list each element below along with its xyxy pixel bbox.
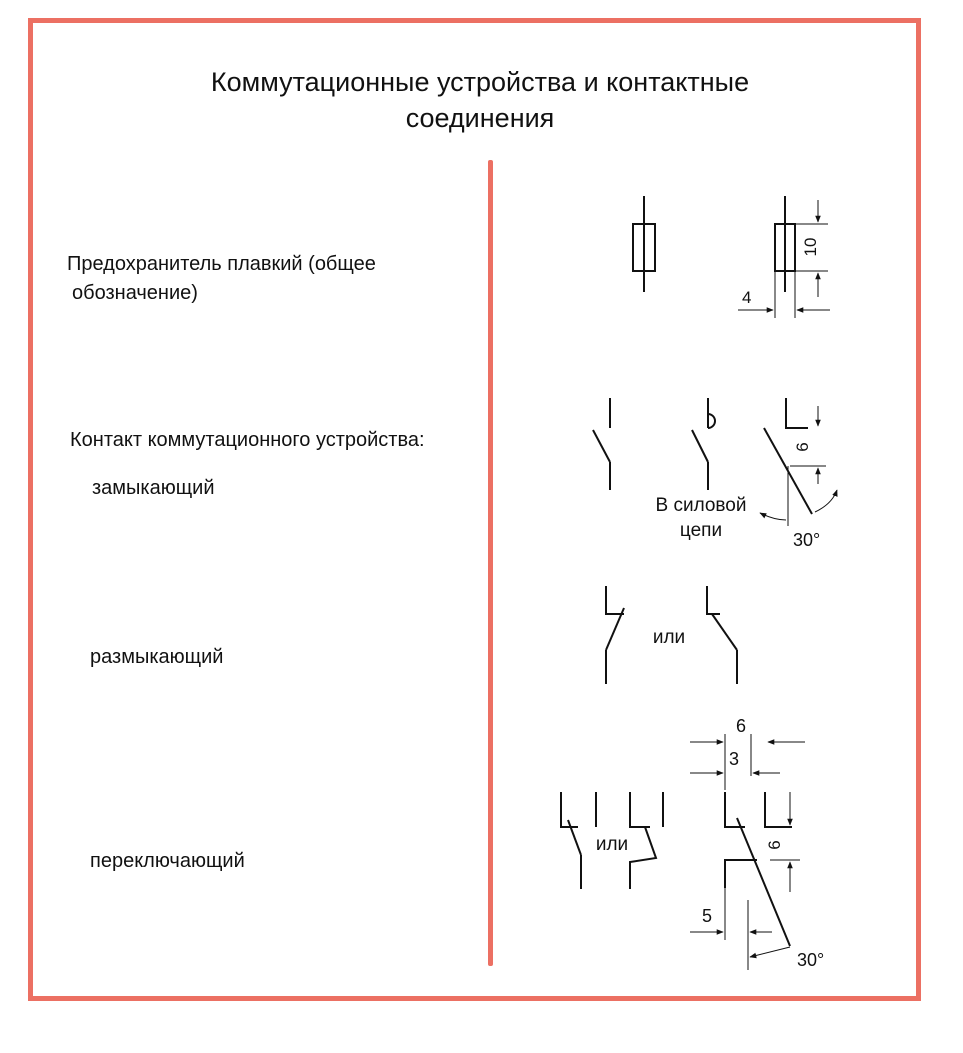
fuse-symbol: [633, 196, 655, 292]
make-angle-dim: 30°: [793, 530, 821, 550]
changeover-dim-6-top: 6: [735, 716, 747, 736]
changeover-contact-symbol: [561, 792, 596, 889]
fuse-width-dim: 4: [742, 288, 752, 307]
changeover-dim-5: 5: [701, 906, 713, 926]
changeover-dimensioned-symbol: [690, 734, 805, 970]
make-contact-arc-symbol: [692, 398, 715, 490]
make-height-dim: 6: [793, 442, 812, 452]
fuse-label-line-1: Предохранитель плавкий (общее: [67, 253, 376, 275]
contact-label: Контакт коммутационного устройства:: [70, 429, 425, 451]
make-contact-label: замыкающий: [92, 477, 215, 499]
changeover-contact-alt-symbol: [630, 792, 663, 889]
break-contact-symbol: [606, 586, 624, 684]
changeover-dim-6-side: 6: [765, 840, 784, 850]
changeover-or-label: или: [595, 834, 629, 855]
changeover-angle-dim: 30°: [797, 950, 825, 970]
fuse-label-line-2: обозначение): [72, 282, 198, 304]
power-circuit-note-line-2: цепи: [679, 520, 723, 541]
title-line-1: Коммутационные устройства и контактные: [210, 67, 750, 97]
changeover-contact-label: переключающий: [90, 850, 245, 872]
changeover-dim-3: 3: [728, 749, 740, 769]
break-or-label: или: [652, 627, 686, 648]
make-contact-symbol: [593, 398, 610, 490]
fuse-height-dim: 10: [801, 237, 820, 257]
power-circuit-note-line-1: В силовой: [655, 495, 747, 516]
break-contact-label: размыкающий: [90, 646, 224, 668]
break-contact-alt-symbol: [707, 586, 737, 684]
make-contact-dimensioned-symbol: [760, 398, 837, 526]
title-line-2: соединения: [405, 103, 555, 133]
